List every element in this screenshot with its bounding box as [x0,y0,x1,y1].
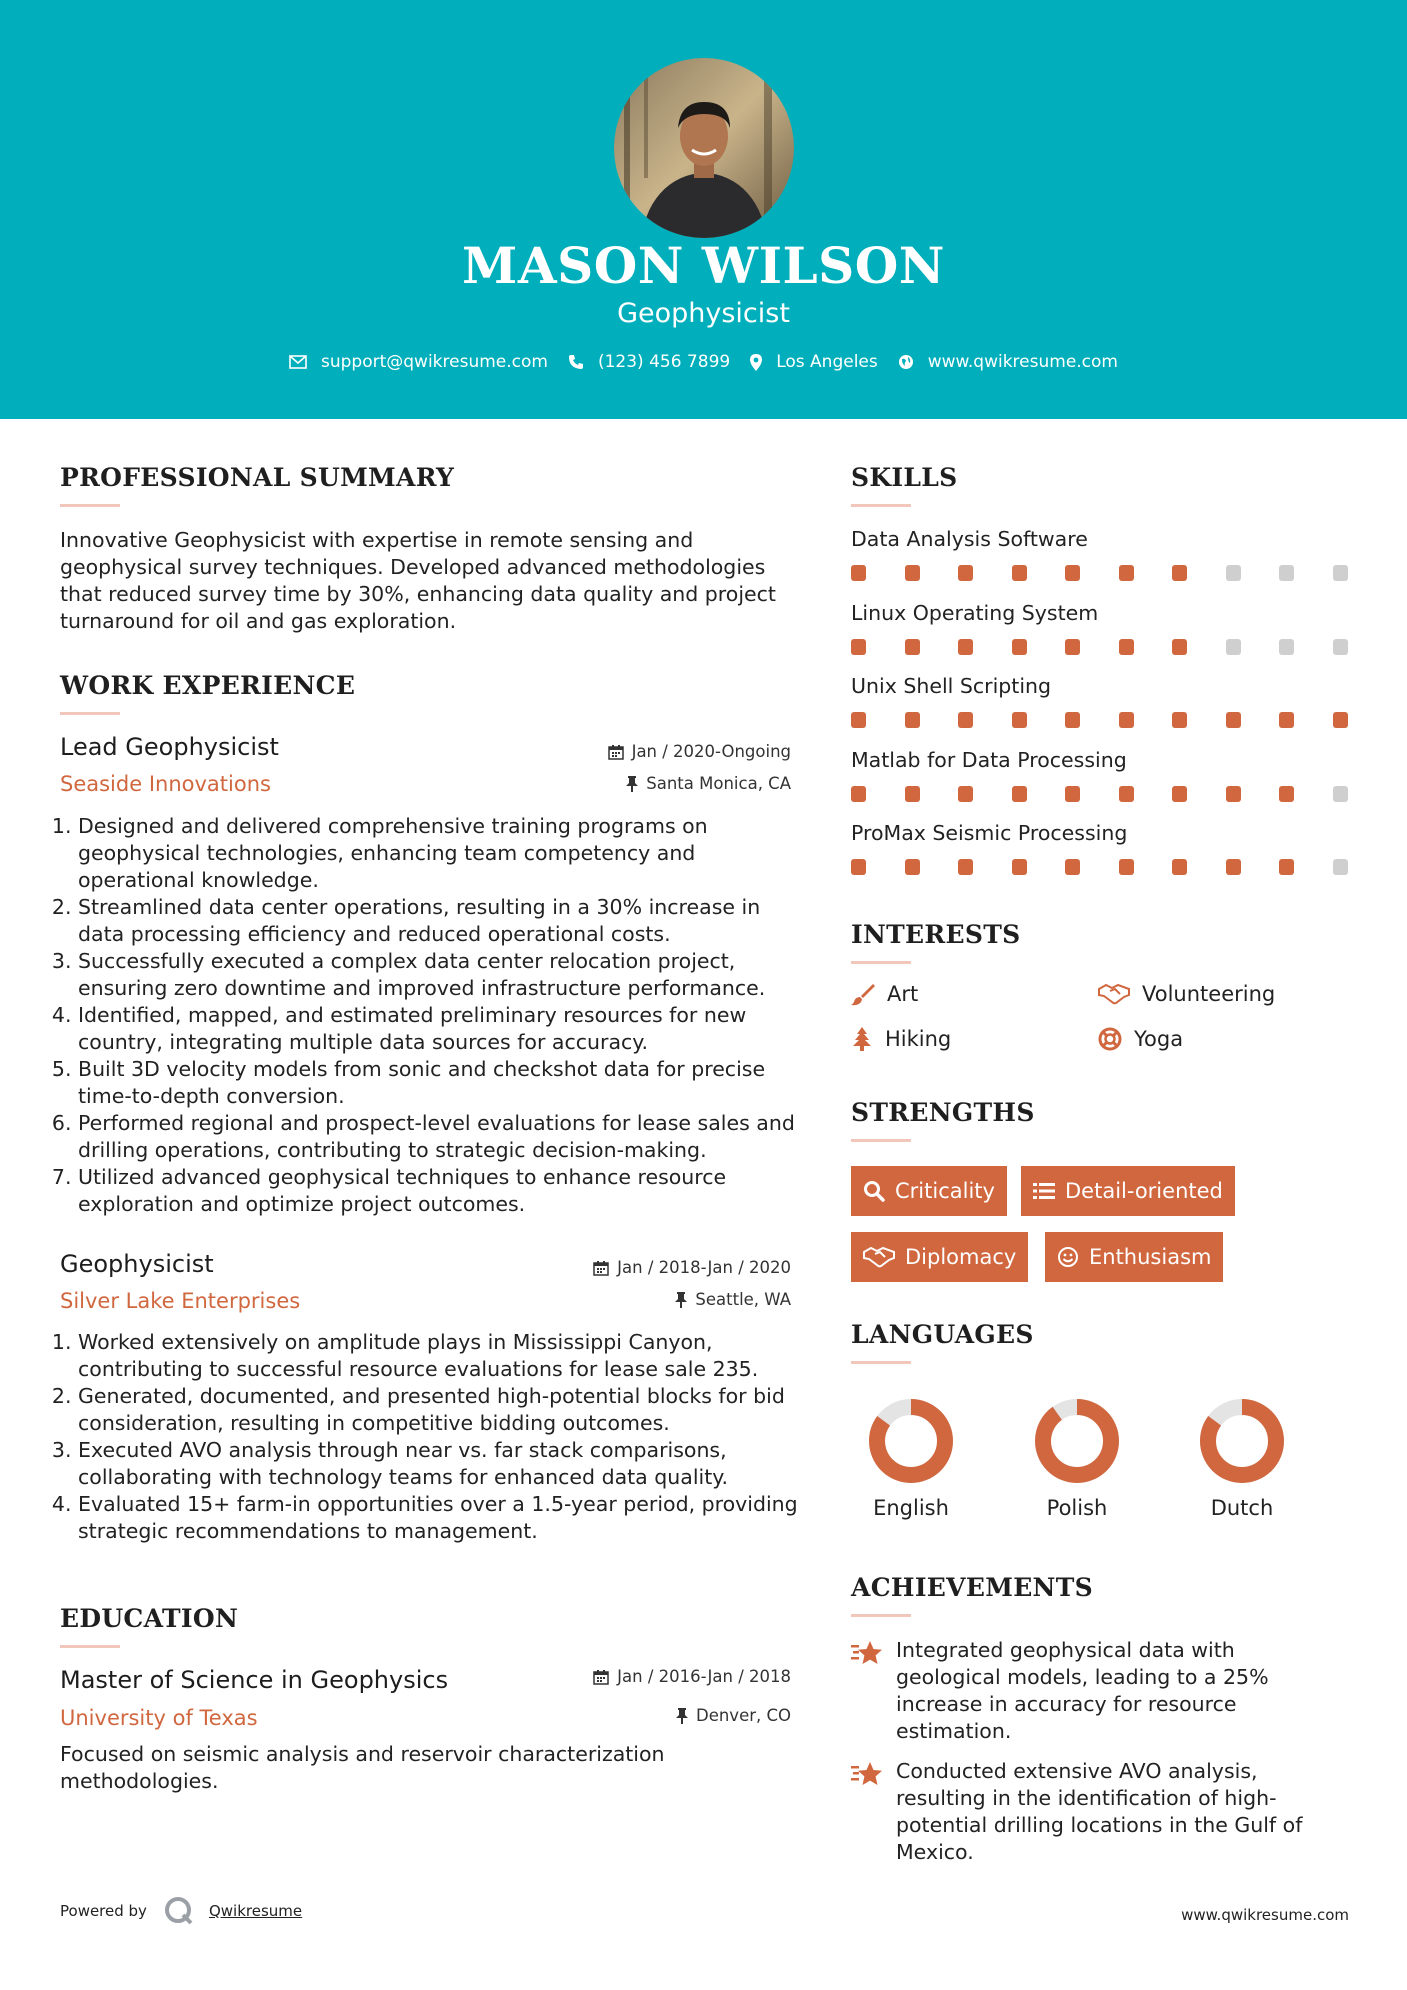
location-text: Los Angeles [776,352,878,372]
strengths-heading: STRENGTHS [851,1098,1035,1127]
degree-title: Master of Science in Geophysics [60,1666,449,1694]
achievement-item: Conducted extensive AVO analysis, resulting in the identification of high-potential drilling locations in the Gulf of Mexico. [896,1759,1303,1864]
header-banner [0,0,1407,419]
language-name: Dutch [1210,1496,1274,1520]
website-text: www.qwikresume.com [927,352,1118,372]
skill-name: Matlab for Data Processing [851,747,1127,772]
interests-rule [851,961,911,964]
education-dates-text: Jan / 2016-Jan / 2018 [617,1667,791,1686]
map-pin-icon [750,354,762,371]
contact-location [750,352,878,372]
summary-heading: PROFESSIONAL SUMMARY [60,463,455,492]
list-item: 6. Performed regional and prospect-level evaluations for lease sales and drilling operations, contributing to strategic decision-making. [78,1110,800,1164]
list-item: 4. Identified, mapped, and estimated preliminary resources for new country, integrating multiple data sources for accuracy. [78,1002,800,1056]
skill-dot-empty [1279,565,1294,581]
job-bullets [60,813,800,1218]
achievements-heading: ACHIEVEMENTS [851,1573,1093,1602]
skill-dot-filled [1279,859,1294,875]
skill-dot-filled [905,712,920,728]
language-item [1187,1396,1297,1520]
job-dates [608,742,791,761]
skill-dot-filled [1279,786,1294,802]
profile-photo [614,58,794,238]
job-role: Geophysicist [60,1250,214,1278]
skill-dot-filled [851,639,866,655]
skill-dot-filled [1119,859,1134,875]
skill-dot-filled [1065,712,1080,728]
education-text: Focused on seismic analysis and reservoir characterization methodologies. [60,1742,665,1793]
skill-dot-filled [905,786,920,802]
job-company: Silver Lake Enterprises [60,1289,301,1313]
handshake-icon [1098,983,1130,1005]
skill-dot-filled [1226,712,1241,728]
skill-dot-filled [1226,859,1241,875]
strength-tag-enthusiasm: Enthusiasm [1045,1232,1223,1282]
education-dates [593,1667,791,1686]
phone-icon [568,354,584,370]
donut-fill [1043,1407,1111,1475]
skill-dot-filled [1065,859,1080,875]
skill-rating [851,565,1351,581]
skill-dot-filled [1065,639,1080,655]
skill-dot-filled [958,859,973,875]
contact-bar [0,352,1407,372]
skill-dot-empty [1333,786,1348,802]
skill-dot-filled [1065,786,1080,802]
skill-dot-filled [1226,786,1241,802]
candidate-title: Geophysicist [617,298,790,329]
job-dates [593,1258,791,1277]
skill-dot-filled [1172,639,1187,655]
skill-dot-filled [1012,786,1027,802]
globe-icon [898,354,914,370]
powered-by-label: Powered by [60,1902,147,1920]
interest-item-yoga: Yoga [1098,1027,1183,1051]
work-heading: WORK EXPERIENCE [60,671,356,700]
skill-dot-filled [1172,565,1187,581]
strengths-rule [851,1139,911,1142]
list-item: 3. Executed AVO analysis through near vs. far stack comparisons, collaborating with technology teams for enhanced data quality. [78,1437,800,1491]
skill-name: Data Analysis Software [851,527,1088,551]
skill-dot-filled [1012,859,1027,875]
qwikresume-logo-icon [163,1895,195,1927]
job-bullets [60,1329,800,1545]
skill-dot-filled [958,639,973,655]
skill-rating [851,859,1351,875]
list-item: 5. Built 3D velocity models from sonic and checkshot data for precise time-to-depth conversion. [78,1056,800,1110]
skill-dot-filled [1172,712,1187,728]
contact-email[interactable] [289,352,548,372]
job-role: Lead Geophysicist [60,733,279,761]
interest-item-volunteering: Volunteering [1098,982,1275,1006]
language-name: English [873,1496,949,1520]
calendar-icon [593,1260,609,1276]
languages-rule [851,1361,911,1364]
skill-dot-filled [851,786,866,802]
skill-dot-filled [905,639,920,655]
contact-phone[interactable] [568,352,730,372]
skill-dot-filled [851,712,866,728]
pushpin-icon [676,1708,688,1724]
star-icon [851,1641,883,1667]
skill-dot-filled [1333,712,1348,728]
skill-name: ProMax Seismic Processing [851,821,1128,845]
skill-dot-filled [1012,565,1027,581]
interest-item-art: Art [851,982,918,1006]
skill-rating [851,712,1351,728]
skill-dot-filled [1279,712,1294,728]
skill-rating [851,786,1351,802]
skill-dot-empty [1333,565,1348,581]
list-item: 2. Streamlined data center operations, resulting in a 30% increase in data processing efficiency and reduced operational costs. [78,894,800,948]
language-name: Polish [1046,1496,1108,1520]
job-dates-text: Jan / 2018-Jan / 2020 [617,1258,791,1277]
language-donut [856,1396,966,1486]
envelope-icon [289,355,307,369]
skill-dot-filled [905,859,920,875]
education-location [676,1706,791,1725]
paintbrush-icon [851,982,875,1006]
education-location-text: Denver, CO [695,1706,791,1725]
job-location [675,1290,791,1309]
interests-heading: INTERESTS [851,920,1021,949]
list-item: 2. Generated, documented, and presented high-potential blocks for bid consideration, resulting in competitive bidding outcomes. [78,1383,800,1437]
job-location [626,774,791,793]
summary-rule [60,504,120,507]
skill-rating [851,639,1351,655]
skill-dot-filled [1065,565,1080,581]
job-location-text: Seattle, WA [695,1290,791,1309]
skills-heading: SKILLS [851,463,958,492]
skill-dot-empty [1279,639,1294,655]
skills-rule [851,504,911,507]
work-rule [60,712,120,715]
footer-powered-by [60,1895,302,1927]
email-text: support@qwikresume.com [321,352,548,372]
list-icon [1033,1182,1055,1200]
job-dates-text: Jan / 2020-Ongoing [631,742,791,761]
pushpin-icon [675,1292,687,1308]
skill-dot-filled [1119,565,1134,581]
footer-website[interactable]: www.qwikresume.com [1181,1906,1349,1924]
job-company: Seaside Innovations [60,772,271,796]
skill-dot-filled [1012,712,1027,728]
language-donut [1022,1396,1132,1486]
qwikresume-link[interactable]: Qwikresume [208,1902,303,1920]
language-donut [1187,1396,1297,1486]
skill-dot-filled [905,565,920,581]
achievement-item: Integrated geophysical data with geological models, leading to a 25% increase in accuracy for resource estimation. [896,1638,1269,1743]
list-item: 1. Designed and delivered comprehensive training programs on geophysical technologies, enhancing team competency and operational knowledge. [78,813,800,894]
skill-dot-empty [1333,859,1348,875]
strength-tag-criticality: Criticality [851,1166,1007,1216]
job-location-text: Santa Monica, CA [646,774,791,793]
skill-dot-filled [958,712,973,728]
skill-dot-filled [851,859,866,875]
pushpin-icon [626,776,638,792]
strength-tag-diplomacy: Diplomacy [851,1232,1028,1282]
list-item: 7. Utilized advanced geophysical techniques to enhance resource exploration and optimize project outcomes. [78,1164,800,1218]
skill-name: Unix Shell Scripting [851,674,1052,698]
language-item [1022,1396,1132,1520]
star-icon [851,1762,883,1788]
summary-text: Innovative Geophysicist with expertise in remote sensing and geophysical survey techniques. Developed advanced methodologies that reduced survey time by 30%, enhancing data quality and project turnaround for oil and gas exploration. [60,528,776,633]
skill-dot-filled [1119,786,1134,802]
skill-dot-empty [1226,565,1241,581]
skill-name: Linux Operating System [851,600,1099,625]
skill-dot-filled [1119,712,1134,728]
education-heading: EDUCATION [60,1604,239,1633]
handshake-icon [863,1246,895,1268]
skill-dot-filled [1119,639,1134,655]
skill-dot-filled [1172,786,1187,802]
list-item: 1. Worked extensively on amplitude plays in Mississippi Canyon, contributing to successful resource evaluations for lease sale 235. [78,1329,800,1383]
skill-dot-filled [1172,859,1187,875]
tree-icon [851,1027,873,1051]
list-item: 3. Successfully executed a complex data center relocation project, ensuring zero downtime and improved infrastructure performance. [78,948,800,1002]
languages-heading: LANGUAGES [851,1320,1034,1349]
list-item: 4. Evaluated 15+ farm-in opportunities over a 1.5-year period, providing strategic recommendations to management. [78,1491,800,1545]
search-icon [863,1180,885,1202]
skill-dot-filled [958,565,973,581]
skill-dot-filled [851,565,866,581]
smile-icon [1057,1246,1079,1268]
calendar-icon [608,744,624,760]
interest-item-hiking: Hiking [851,1027,951,1051]
skill-dot-empty [1333,639,1348,655]
language-item [856,1396,966,1520]
strength-tag-detail-oriented: Detail-oriented [1021,1166,1235,1216]
skill-dot-empty [1226,639,1241,655]
school-name: University of Texas [60,1706,258,1730]
lifering-icon [1098,1027,1122,1051]
achievements-rule [851,1614,911,1617]
phone-text: (123) 456 7899 [597,352,731,372]
candidate-name: MASON WILSON [462,236,945,295]
contact-website[interactable] [898,352,1118,372]
skill-dot-filled [1012,639,1027,655]
calendar-icon [593,1669,609,1685]
skill-dot-filled [958,786,973,802]
education-rule [60,1645,120,1648]
